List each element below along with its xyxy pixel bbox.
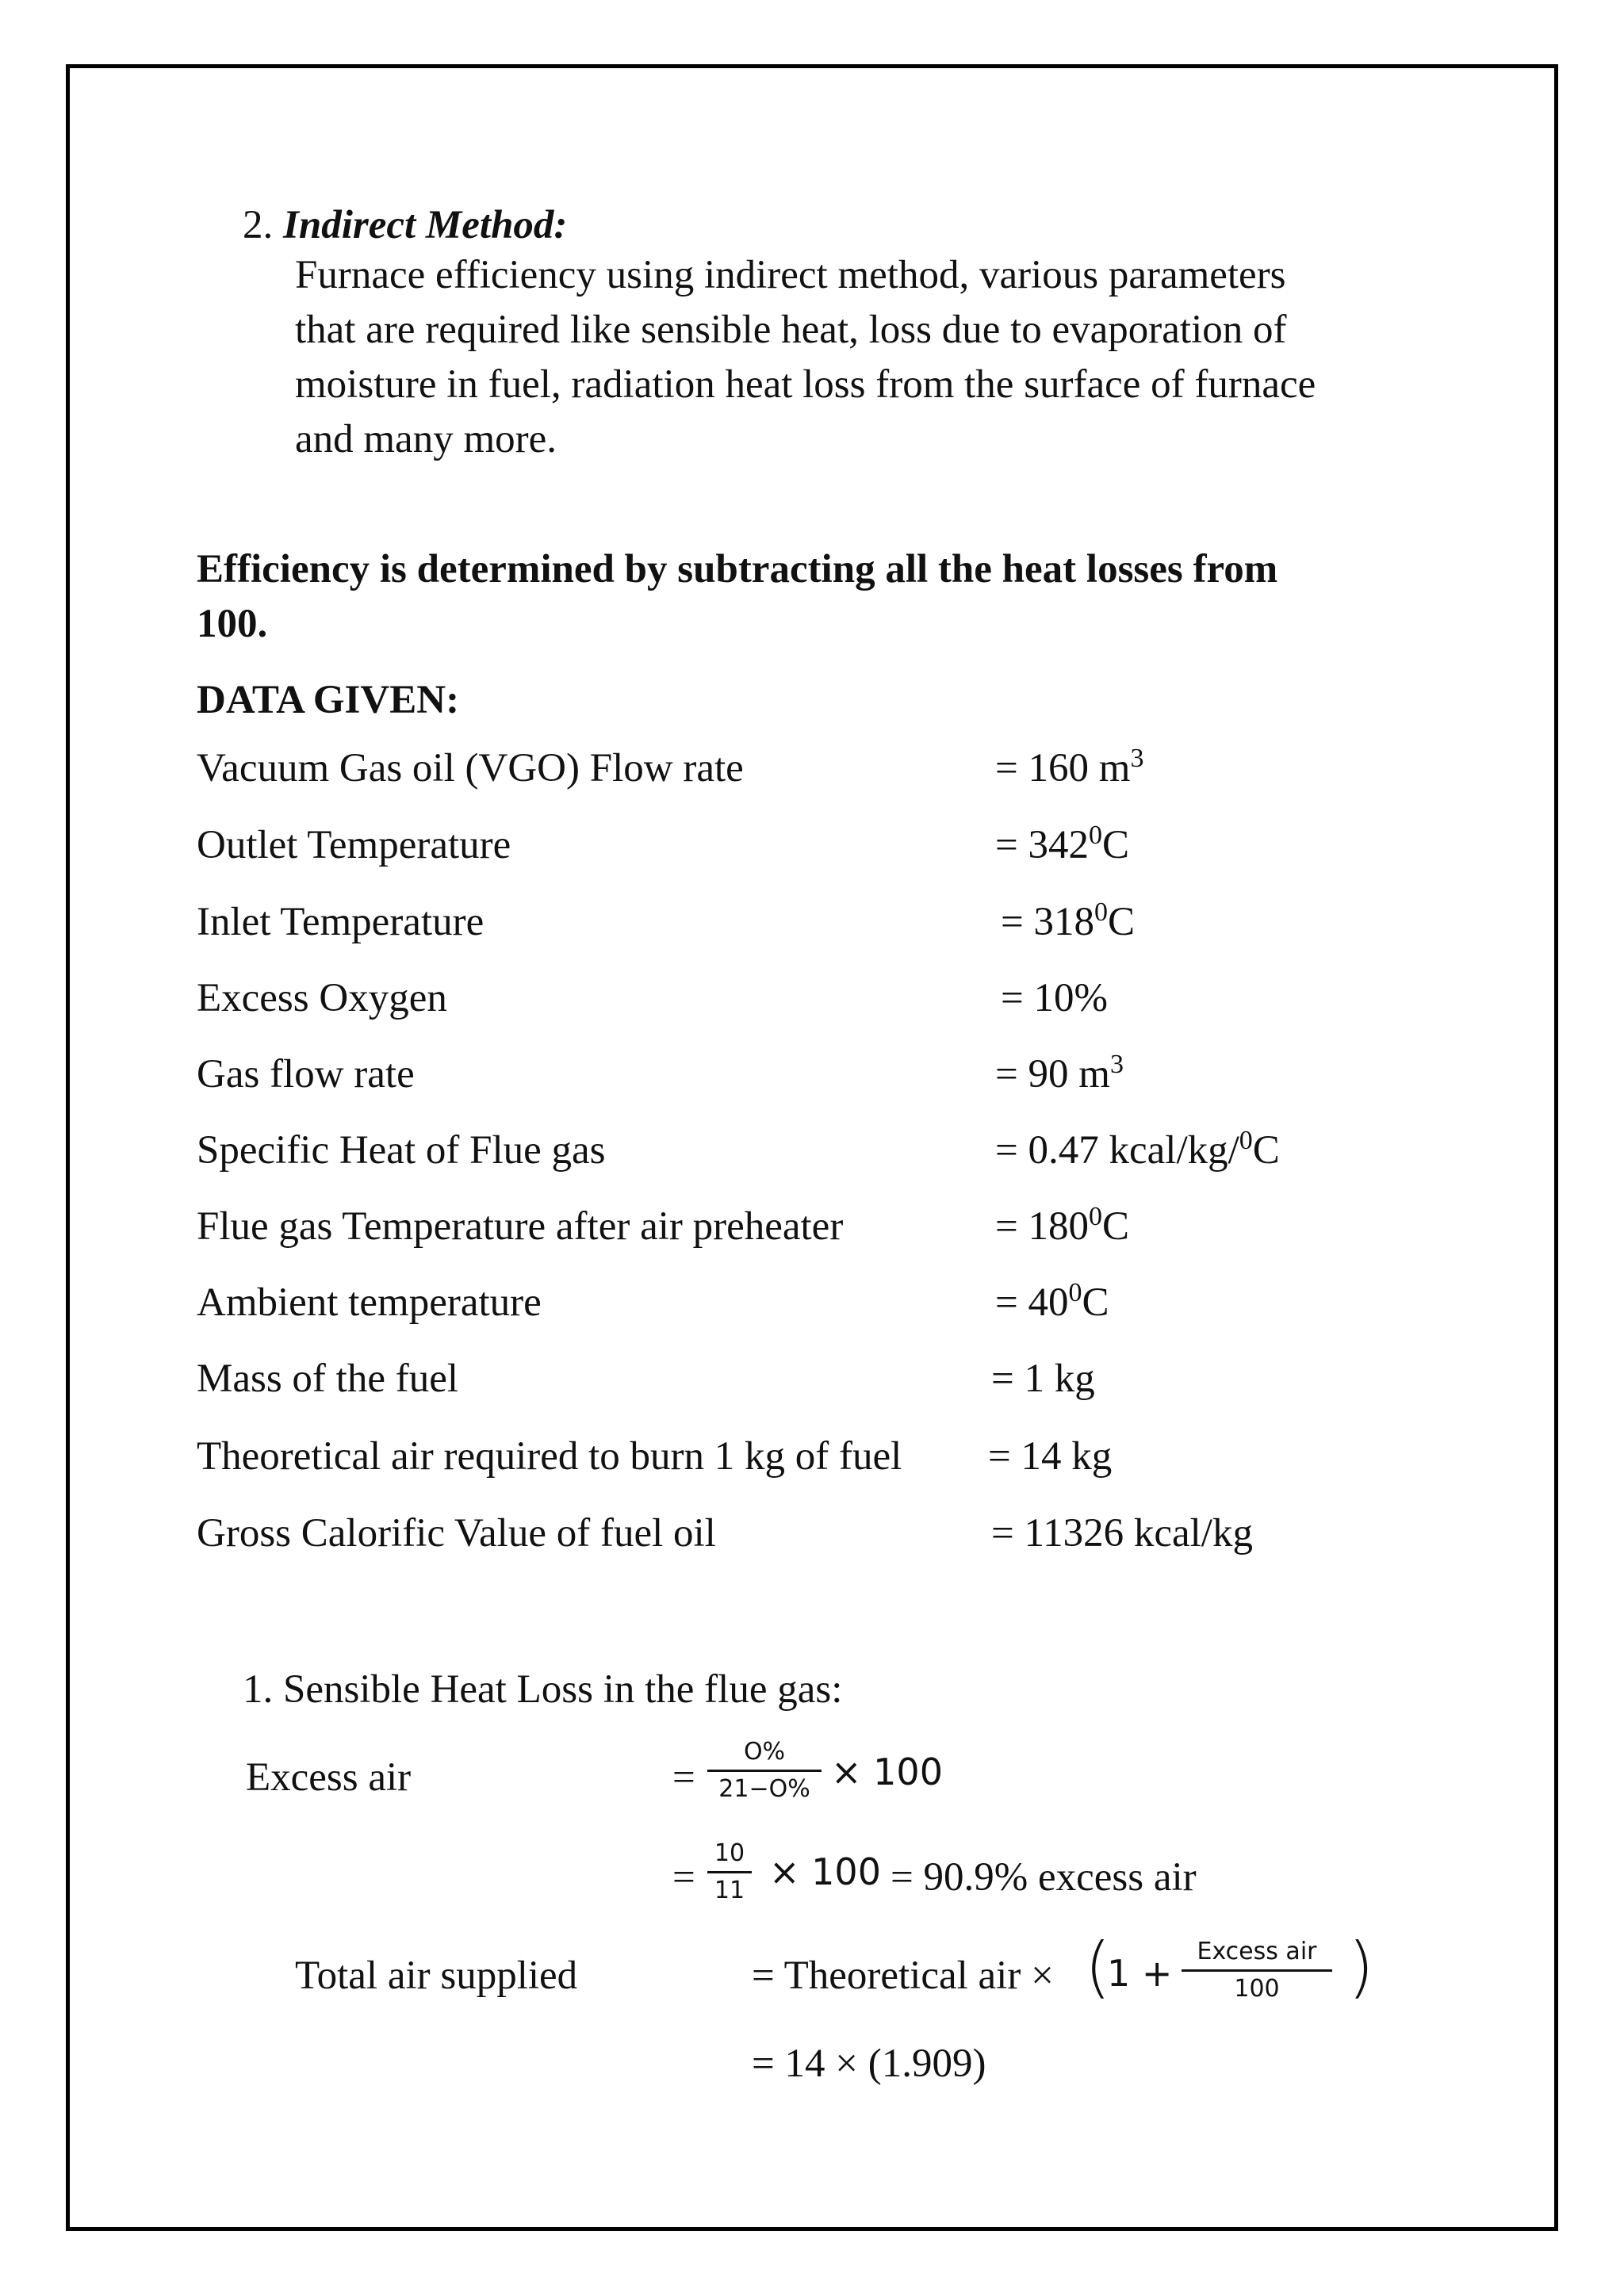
data-row-label: Inlet Temperature	[197, 900, 485, 944]
data-row-label: Excess Oxygen	[197, 976, 447, 1020]
left-paren: (	[1085, 1928, 1111, 2006]
fraction-denominator: 21−O%	[718, 1775, 810, 1803]
efficiency-statement-line2: 100.	[197, 602, 268, 646]
indirect-line: Furnace efficiency using indirect method, various parameters	[295, 253, 1286, 297]
fraction-bar	[707, 1871, 752, 1873]
data-heading: DATA GIVEN:	[197, 678, 460, 722]
data-row-value: = 90 $m^3$	[995, 1050, 1124, 1096]
data-row-label: Theoretical air required to burn 1 kg of fuel	[197, 1434, 902, 1479]
data-row-value: = 11326 kcal/kg	[991, 1511, 1253, 1556]
total-air-label: Total air supplied	[295, 1954, 578, 1998]
excess-air-eq1-equals: =	[672, 1755, 695, 1800]
excess-air-eq2-tail: × 100	[769, 1850, 881, 1893]
data-row-label: Ambient temperature	[197, 1280, 542, 1325]
excess-air-eq2-result: = 90.9% excess air	[891, 1855, 1197, 1900]
data-row-value: = 1 kg	[991, 1357, 1095, 1401]
data-row-value: = 10%	[1001, 976, 1108, 1020]
fraction-denominator: 11	[714, 1877, 745, 1904]
fraction-numerator: O%	[743, 1738, 786, 1766]
indirect-line: moisture in fuel, radiation heat loss from the surface of furnace	[295, 362, 1316, 407]
indirect-heading	[243, 197, 567, 253]
data-row-value: = 14 kg	[988, 1434, 1113, 1479]
data-row-label: Gas flow rate	[197, 1052, 415, 1096]
data-row-label: Specific Heat of Flue gas	[197, 1128, 606, 1173]
indirect-title: Indirect Method:	[283, 203, 568, 247]
sensible-heading	[243, 1662, 842, 1717]
data-row-value: = $318^0C$	[1001, 897, 1136, 944]
data-row-label: Vacuum Gas oil (VGO) Flow rate	[197, 746, 744, 790]
indirect-line: that are required like sensible heat, loss due to evaporation of	[295, 308, 1287, 352]
indirect-number: 2.	[243, 203, 274, 247]
data-row-label: Mass of the fuel	[197, 1357, 459, 1401]
data-row-value: = 160 $m^3$	[995, 744, 1144, 790]
data-row-label: Outlet Temperature	[197, 823, 511, 867]
excess-air-eq1-fraction	[707, 1736, 822, 1805]
sensible-number: 1.	[243, 1667, 274, 1712]
fraction-bar	[707, 1770, 822, 1772]
data-row-value: = $180^0C$	[995, 1202, 1130, 1249]
data-row-value: = $342^0C$	[995, 821, 1130, 867]
indirect-paragraph	[295, 248, 1421, 467]
data-row-label: Gross Calorific Value of fuel oil	[197, 1511, 716, 1556]
sensible-title: Sensible Heat Loss in the flue gas:	[283, 1667, 843, 1712]
fraction-bar	[1182, 1969, 1332, 1972]
excess-air-eq2-equals: =	[672, 1855, 695, 1900]
fraction-numerator: Excess air	[1197, 1938, 1317, 1965]
excess-air-eq1-tail: × 100	[831, 1751, 943, 1793]
excess-air-label: Excess air	[246, 1755, 412, 1800]
total-air-eq2: = 14 × (1.909)	[752, 2042, 986, 2086]
total-air-eq1-one: 1 +	[1107, 1952, 1173, 1995]
data-row-value: = $40^0C$	[995, 1278, 1109, 1325]
right-paren: )	[1348, 1928, 1374, 2006]
indirect-line: and many more.	[295, 417, 557, 461]
fraction-denominator: 100	[1234, 1975, 1280, 2003]
data-row-value: = 0.47 kcal/kg/$^0$C	[995, 1126, 1280, 1173]
total-air-eq1-fraction	[1182, 1936, 1332, 2005]
excess-air-eq2-fraction	[707, 1838, 752, 1907]
efficiency-statement-line1: Efficiency is determined by subtracting all the heat losses from	[197, 547, 1278, 591]
fraction-numerator: 10	[714, 1839, 745, 1867]
data-row-label: Flue gas Temperature after air preheater	[197, 1204, 844, 1249]
total-air-eq1-text: = Theoretical air ×	[752, 1954, 1054, 1998]
